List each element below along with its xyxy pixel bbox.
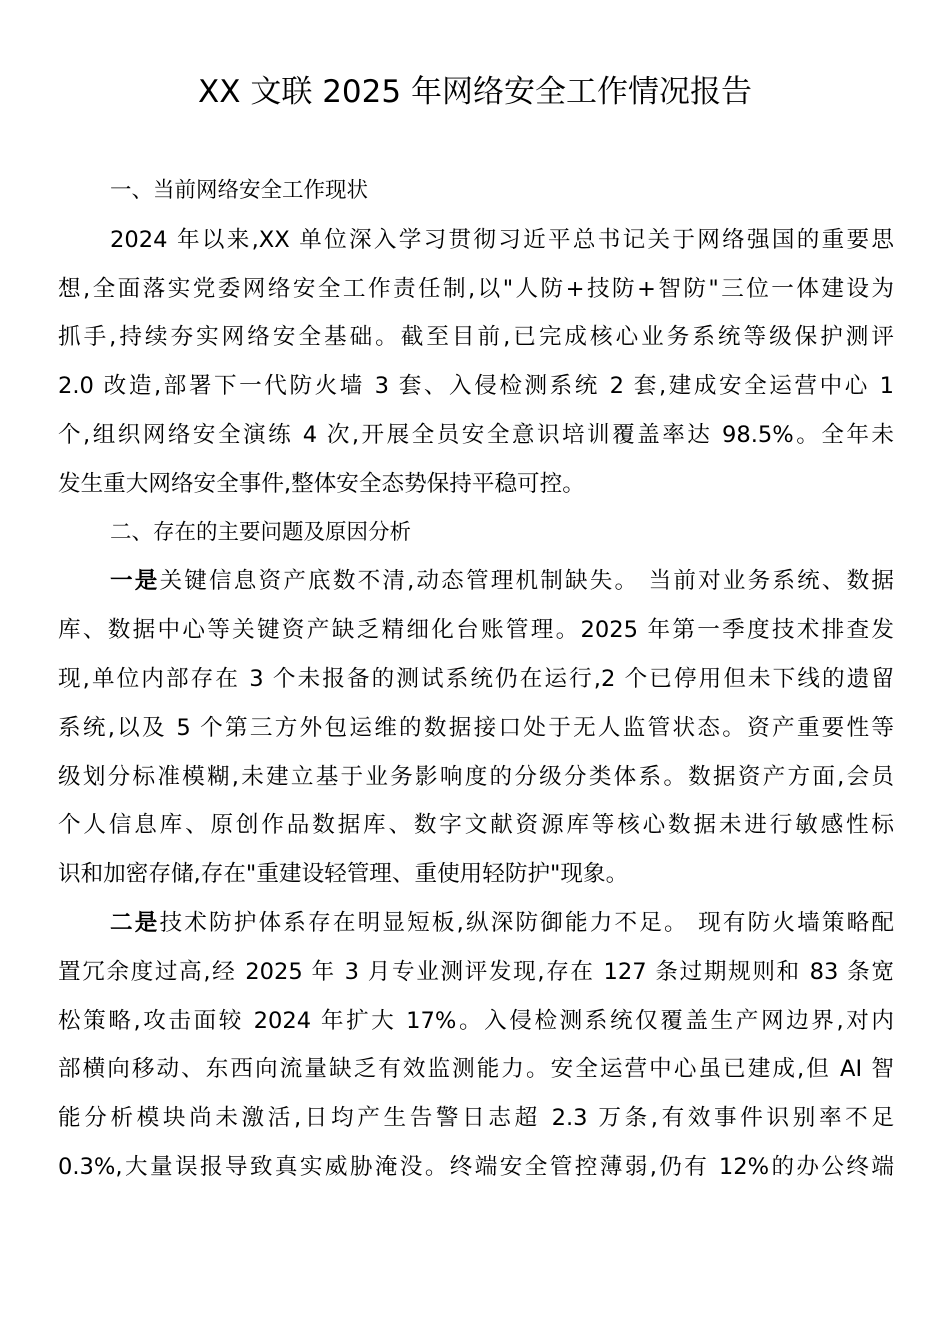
paragraph-line-text: 技术防护体系存在明显短板,纵深防御能力不足。 现有防火墙策略配 [159,909,894,936]
paragraph-line: 个人信息库、原创作品数据库、数字文献资源库等核心数据未进行敏感性标 [58,812,894,839]
paragraph-line: 系统,以及 5 个第三方外包运维的数据接口处于无人监管状态。资产重要性等 [58,714,894,741]
paragraph [58,216,894,509]
paragraph-line: 抓手,持续夯实网络安全基础。截至目前,已完成核心业务系统等级保护测评 [58,324,894,351]
paragraph-line: 现,单位内部存在 3 个未报备的测试系统仍在运行,2 个已停用但未下线的遗留 [58,665,894,692]
paragraph-lead: 二是 [110,909,160,936]
paragraph-line: 部横向移动、东西向流量缺乏有效监测能力。安全运营中心虽已建成,但 AI 智 [58,1056,894,1083]
paragraph-line: 松策略,攻击面较 2024 年扩大 17%。入侵检测系统仅覆盖生产网边界,对内 [58,1007,894,1034]
paragraph [58,899,894,1192]
paragraph-line: 级划分标准模糊,未建立基于业务影响度的分级分类体系。数据资产方面,会员 [58,763,894,790]
paragraph-line: 能分析模块尚未激活,日均产生告警日志超 2.3 万条,有效事件识别率不足 [58,1105,894,1132]
section-heading: 一、当前网络安全工作现状 [110,178,369,203]
paragraph-line: 库、数据中心等关键资产缺乏精细化台账管理。2025 年第一季度技术排查发 [58,617,894,644]
paragraph-line [58,557,894,606]
paragraph-line: 发生重大网络安全事件,整体安全态势保持平稳可控。 [58,470,585,497]
paragraph-line: 置冗余度过高,经 2025 年 3 月专业测评发现,存在 127 条过期规则和 83 条宽 [58,958,894,985]
paragraph-line [58,899,894,948]
paragraph-line: 想,全面落实党委网络安全工作责任制,以"人防+技防+智防"三位一体建设为 [58,275,894,302]
paragraph-line: 0.3%,大量误报导致真实威胁淹没。终端安全管控薄弱,仍有 12%的办公终端 [58,1153,894,1180]
paragraph-lead: 一是 [110,568,160,595]
paragraph-line: 2.0 改造,部署下一代防火墙 3 套、入侵检测系统 2 套,建成安全运营中心 1 [58,373,894,400]
section-heading: 二、存在的主要问题及原因分析 [110,519,412,545]
paragraph-line: 识和加密存储,存在"重建设轻管理、重使用轻防护"现象。 [58,861,629,888]
paragraph-line-text: 关键信息资产底数不清,动态管理机制缺失。 当前对业务系统、数据 [159,568,894,595]
paragraph [58,557,894,899]
paragraph-line: 2024 年以来,XX 单位深入学习贯彻习近平总书记关于网络强国的重要思 [110,226,894,253]
document-body [58,167,894,1192]
document-title: XX 文联 2025 年网络安全工作情况报告 [198,74,752,110]
paragraph-line: 个,组织网络安全演练 4 次,开展全员安全意识培训覆盖率达 98.5%。全年未 [58,421,894,448]
